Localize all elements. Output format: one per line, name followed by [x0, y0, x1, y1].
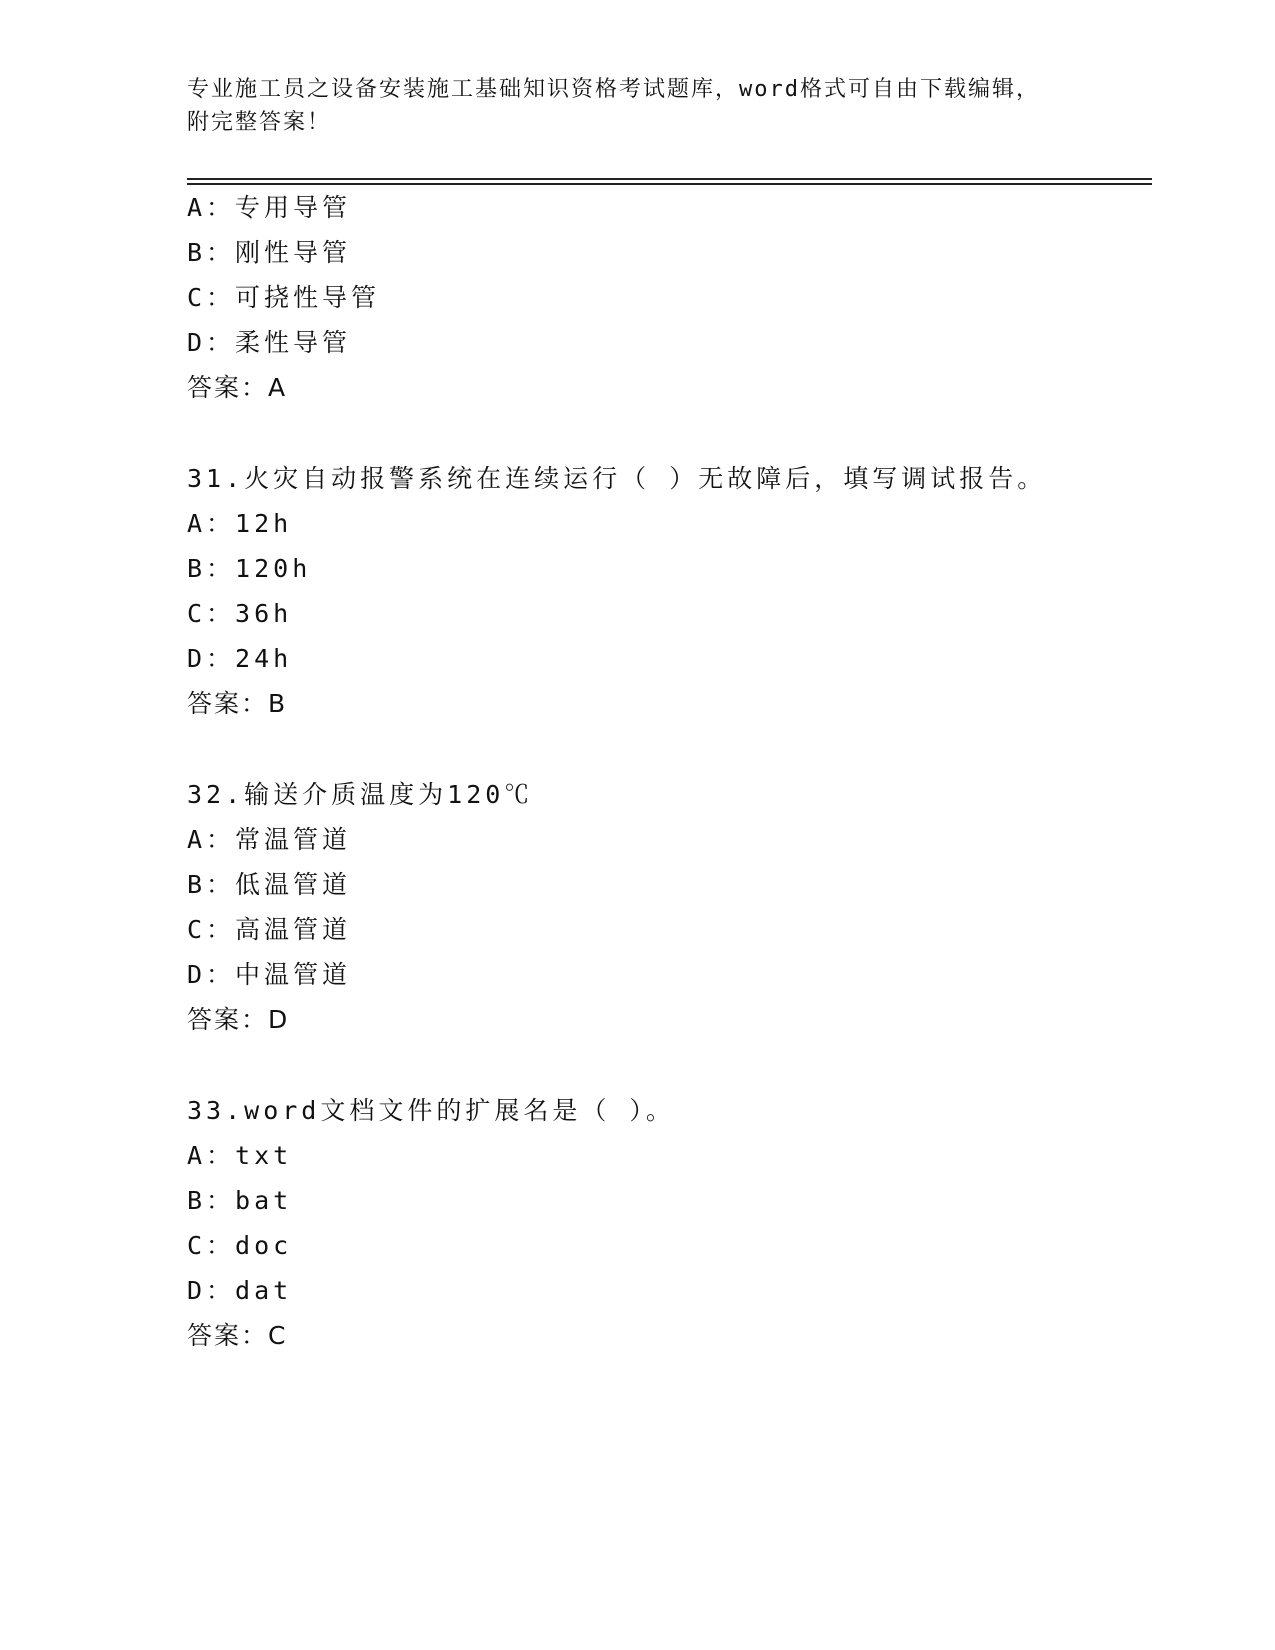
option-b: B：bat	[187, 1186, 293, 1215]
document-header	[187, 73, 1087, 139]
option-d: D：柔性导管	[187, 328, 352, 357]
option-c: C：doc	[187, 1231, 293, 1260]
option-a: A：专用导管	[187, 193, 352, 222]
answer-text: 答案：D	[187, 1005, 290, 1034]
option-d: D：中温管道	[187, 960, 352, 989]
option-c: C：可挠性导管	[187, 283, 381, 312]
option-a: A：12h	[187, 509, 293, 538]
question-text: 33.word文档文件的扩展名是（ ）。	[187, 1096, 675, 1125]
header-divider-top	[187, 178, 1152, 180]
option-d: D：dat	[187, 1276, 293, 1305]
option-b: B：刚性导管	[187, 238, 352, 267]
answer-text: 答案：B	[187, 689, 288, 718]
answer-text: 答案：A	[187, 373, 288, 402]
option-a: A：txt	[187, 1141, 293, 1170]
header-line-1: 专业施工员之设备安装施工基础知识资格考试题库，word格式可自由下载编辑，	[187, 77, 1040, 102]
option-a: A：常温管道	[187, 825, 352, 854]
option-d: D：24h	[187, 644, 293, 673]
answer-text: 答案：C	[187, 1321, 288, 1350]
question-text: 32.输送介质温度为120℃	[187, 780, 534, 809]
option-c: C：36h	[187, 599, 293, 628]
question-text: 31.火灾自动报警系统在连续运行（ ）无故障后，填写调试报告。	[187, 464, 1047, 493]
option-b: B：120h	[187, 554, 312, 583]
header-line-2: 附完整答案！	[187, 110, 332, 135]
option-c: C：高温管道	[187, 915, 352, 944]
header-divider-bottom	[187, 183, 1152, 185]
option-b: B：低温管道	[187, 870, 352, 899]
